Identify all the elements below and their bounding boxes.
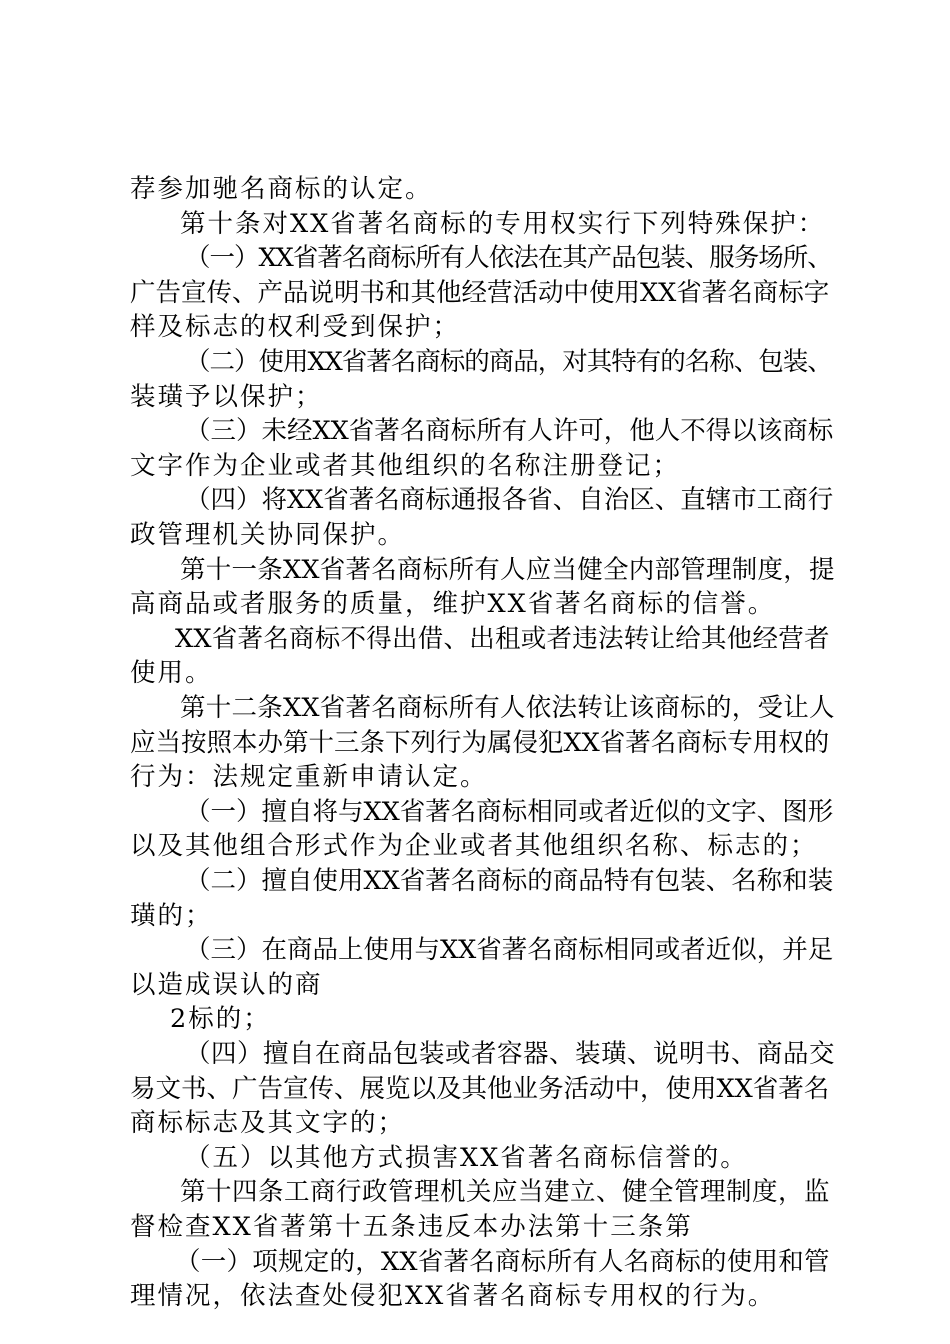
text-line: 文字作为企业或者其他组织的名称注册登记； (130, 450, 681, 481)
text-line: 第十二条XX省著名商标所有人依法转让该商标的，受让人 (180, 693, 835, 723)
text-line: 以及其他组合形式作为企业或者其他组织名称、标志的； (130, 831, 818, 862)
text-line: 以造成误认的商 (130, 969, 323, 1000)
text-line: 第十条对XX省著名商标的专用权实行下列特殊保护： (180, 208, 826, 239)
text-line: （三）未经XX省著名商标所有人许可，他人不得以该商标 (185, 416, 834, 447)
text-line: 璜的； (130, 900, 213, 931)
text-line: 政管理机关协同保护。 (130, 520, 406, 550)
text-line: （一）项规定的，XX省著名商标所有人名商标的使用和管 (175, 1246, 830, 1277)
text-line: （二）使用XX省著名商标的商品，对其特有的名称、包装、 (185, 347, 832, 377)
text-line: 行为：法规定重新申请认定。 (130, 762, 488, 793)
text-line: 应当按照本办第十三条下列行为属侵犯XX省著名商标专用权的 (130, 727, 830, 758)
text-line: 2标的； (170, 1004, 271, 1035)
text-line: 易文书、广告宣传、展览以及其他业务活动中，使用XX省著名 (130, 1073, 830, 1104)
text-line: （一）擅自将与XX省著名商标相同或者近似的文字、图形 (185, 796, 834, 827)
text-line: 荐参加驰名商标的认定。 (130, 174, 433, 204)
text-line: 第十一条XX省著名商标所有人应当健全内部管理制度，提 (180, 554, 835, 585)
text-line: （四）擅自在商品包装或者容器、装璜、说明书、商品交 (185, 1039, 836, 1069)
text-line: 理情况，依法查处侵犯XX省著名商标专用权的行为。 (130, 1281, 776, 1312)
text-line: （四）将XX省著名商标通报各省、自治区、直辖市工商行 (185, 485, 834, 516)
text-line: XX省著名商标不得出借、出租或者违法转让给其他经营者 (175, 623, 830, 654)
text-line: 第十四条工商行政管理机关应当建立、健全管理制度，监 (180, 1177, 831, 1208)
text-line: （一）XX省著名商标所有人依法在其产品包装、服务场所、 (185, 243, 832, 274)
text-line: （五）以其他方式损害XX省著名商标信誉的。 (185, 1142, 748, 1173)
text-line: （二）擅自使用XX省著名商标的商品特有包装、名称和装 (185, 866, 834, 896)
text-line: 督检查XX省著第十五条违反本办法第十三条第 (130, 1212, 693, 1242)
text-line: （三）在商品上使用与XX省著名商标相同或者近似，并足 (185, 935, 834, 966)
text-line: 商标标志及其文字的； (130, 1108, 406, 1139)
text-line: 装璜予以保护； (130, 381, 323, 412)
text-line: 高商品或者服务的质量，维护XX省著名商标的信誉。 (130, 589, 776, 620)
text-line: 样及标志的权利受到保护； (130, 312, 461, 343)
text-line: 广告宣传、产品说明书和其他经营活动中使用XX省著名商标字 (130, 277, 830, 308)
text-line: 使用。 (130, 658, 213, 689)
